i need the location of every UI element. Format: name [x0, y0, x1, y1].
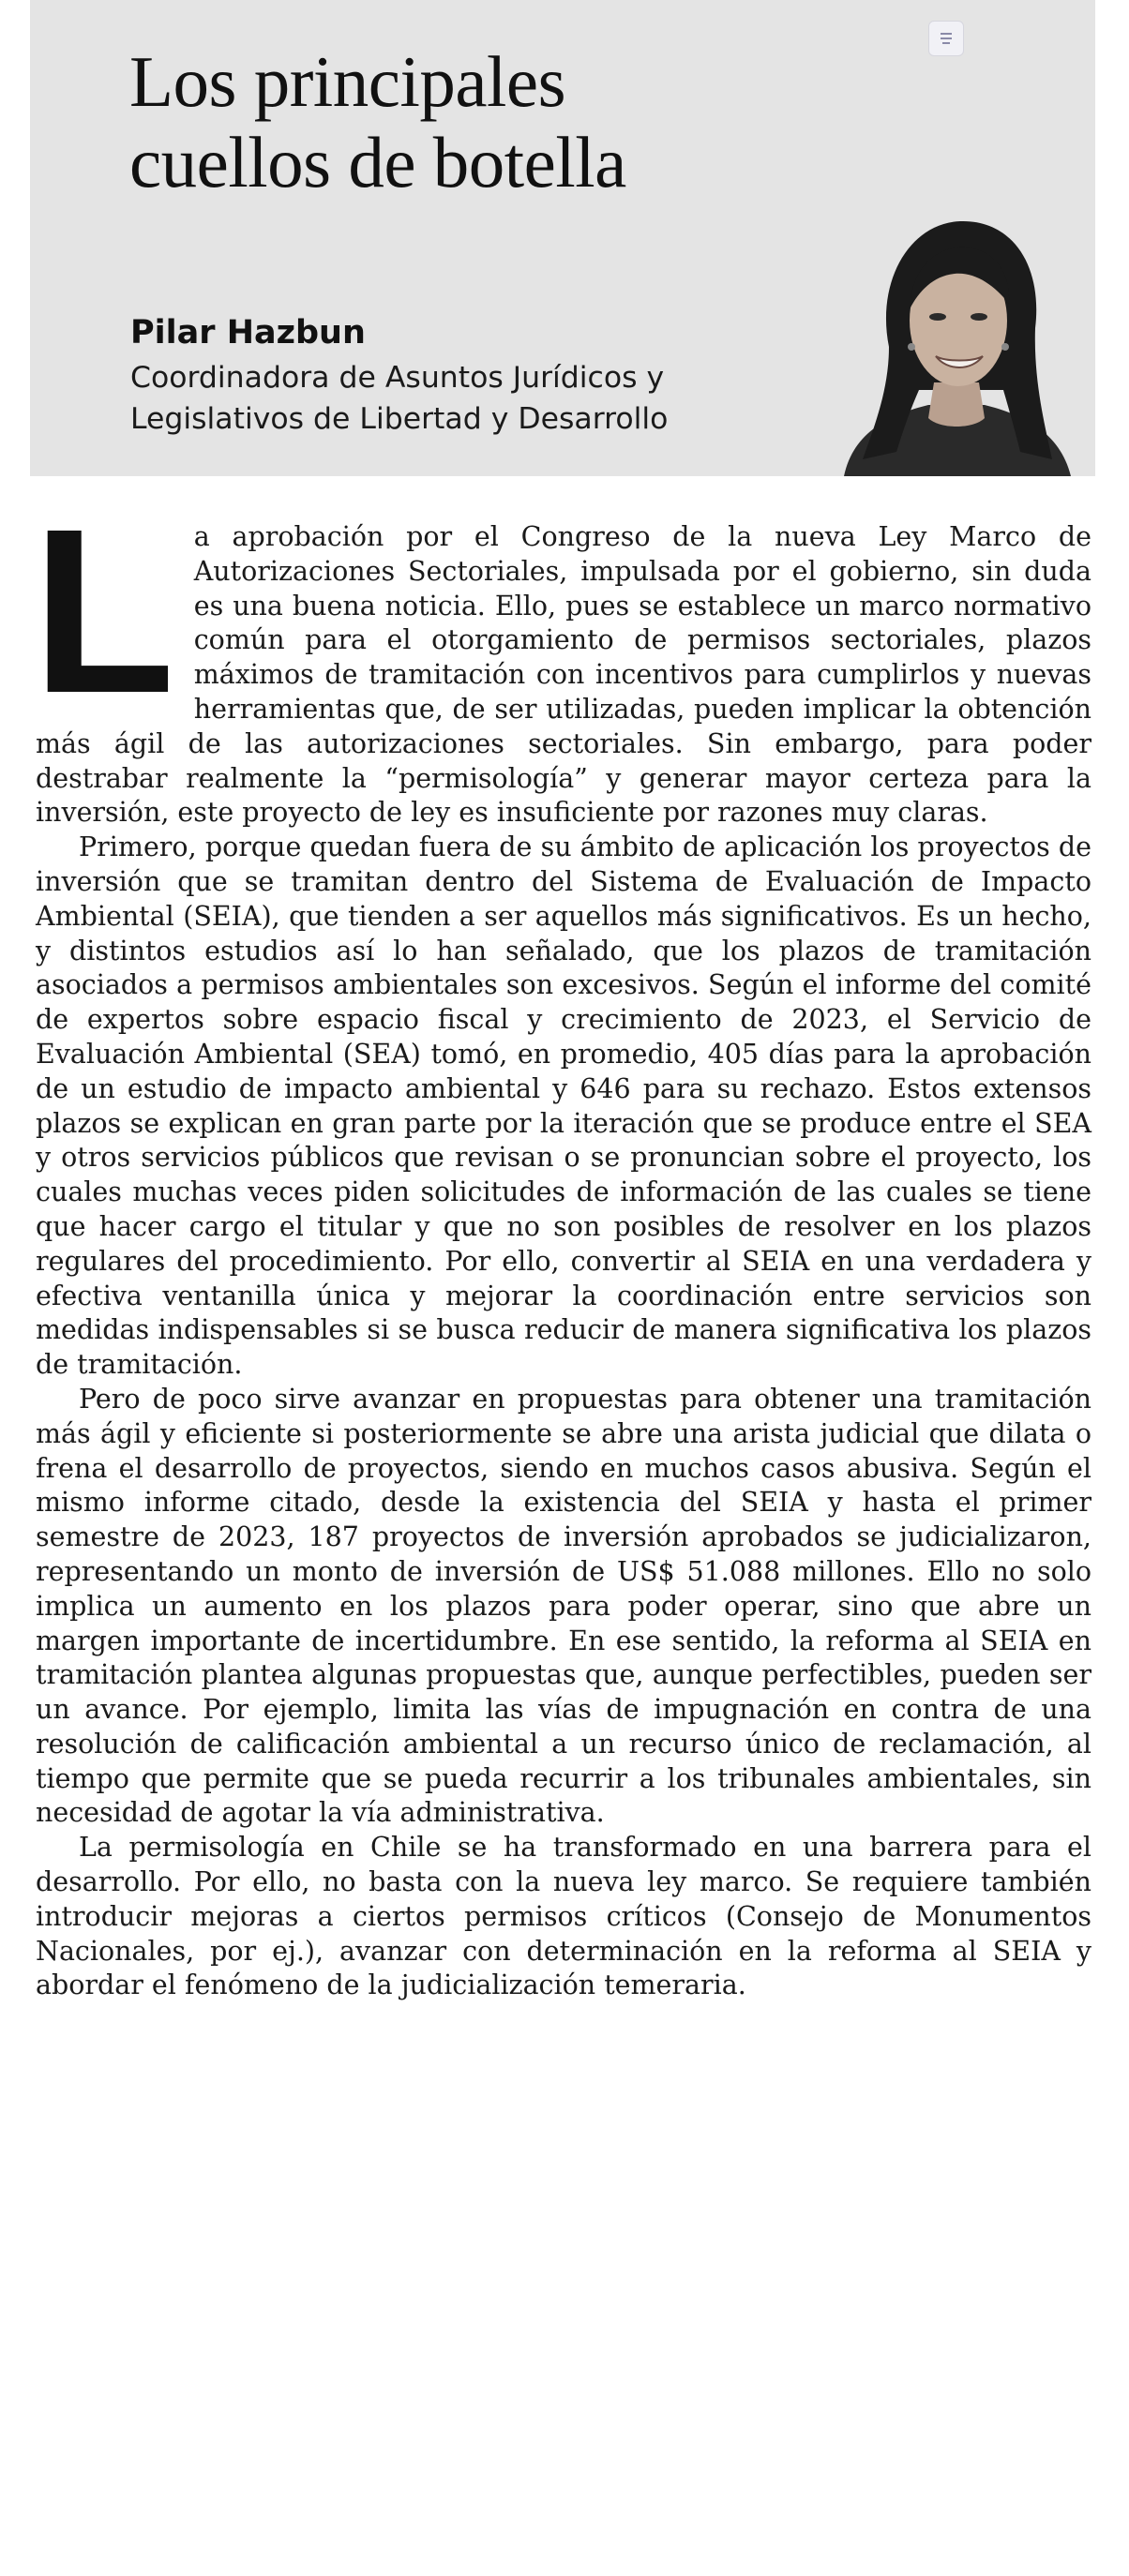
author-role [130, 357, 787, 440]
headline-line-1: Los principales [129, 41, 566, 122]
drop-cap: L [32, 480, 175, 741]
headline [129, 41, 626, 202]
headline-line-2: cuellos de botella [129, 122, 626, 202]
author-role-line-2: Legislativos de Libertad y Desarrollo [130, 402, 669, 436]
paragraph-2: Primero, porque quedan fuera de su ámbito de aplicación los proyectos de inversión que se tramitan dentro del Sistema de Evaluación de Impacto Ambiental (SEIA), que tienden a ser aquellos más significativos. Es un hecho, y distintos estudios así lo han señalado, que los plazos de tramitación asociados a permisos ambientales son excesivos. Según el informe del comité de expertos sobre espacio fiscal y crecimiento de 2023, el Servicio de Evaluación Ambiental (SEA) tomó, en promedio, 405 días para la aprobación de un estudio de impacto ambiental y 646 para su rechazo. Estos extensos plazos se explican en gran parte por la iteración que se produce entre el SEA y otros servicios públicos que revisan o se pronuncian sobre el proyecto, los cuales muchas veces piden solicitudes de información de las cuales se tiene que hacer cargo el titular y que no son posibles de resolver en los plazos regulares del procedimiento. Por ello, convertir al SEIA en una verdadera y efectiva ventanilla única y mejorar la coordinación entre servicios son medidas indispensables si se busca reducir de manera significativa los plazos de tramitación. [36, 831, 1091, 1381]
menu-icon[interactable] [928, 21, 964, 56]
author-role-line-1: Coordinadora de Asuntos Jurídicos y [130, 361, 665, 395]
paragraph-1-text: a aprobación por el Congreso de la nueva Ley Marco de Autorizaciones Sectoriales, impulsada por el gobierno, sin duda es una buena noticia. Ello, pues se establece un marco normativo común para el otorgamiento de permisos sectoriales, plazos máximos de tramitación con incentivos para cumplirlos y nuevas herramientas que, de ser utilizadas, pueden implicar la obtención más ágil de las autorizaciones sectoriales. Sin embargo, para poder destrabar realmente la “permisología” y generar mayor certeza para la inversión, este proyecto de ley es insuficiente por razones muy claras. [36, 521, 1091, 829]
paragraph-1 [32, 480, 1091, 831]
paragraph-4: La permisología en Chile se ha transformado en una barrera para el desarrollo. Por ello, no basta con la nueva ley marco. Se requiere también introducir mejoras a ciertos permisos críticos (Consejo de Monumentos Nacionales, por ej.), avanzar con determinación en la reforma al SEIA y abordar el fenómeno de la judicialización temeraria. [36, 1832, 1091, 2001]
author-portrait [835, 206, 1078, 476]
author-name: Pilar Hazbun [130, 314, 366, 352]
article-body [32, 480, 1091, 2003]
article-header [30, 0, 1095, 476]
paragraph-3: Pero de poco sirve avanzar en propuestas para obtener una tramitación más ágil y eficiente si posteriormente se abre una arista judicial que dilata o frena el desarrollo de proyectos, siendo en muchos casos abusiva. Según el mismo informe citado, desde la existencia del SEIA y hasta el primer semestre de 2023, 187 proyectos de inversión aprobados se judicializaron, representando un monto de inversión de US$ 51.088 millones. Ello no solo implica un aumento en los plazos para poder operar, sino que abre un margen importante de incertidumbre. En ese sentido, la reforma al SEIA en tramitación plantea algunas propuestas que, aunque perfectibles, pueden ser un avance. Por ejemplo, limita las vías de impugnación en contra de una resolución de calificación ambiental a un recurso único de reclamación, al tiempo que permite que se pueda recurrir a los tribunales ambientales, sin necesidad de agotar la vía administrativa. [36, 1383, 1091, 1829]
